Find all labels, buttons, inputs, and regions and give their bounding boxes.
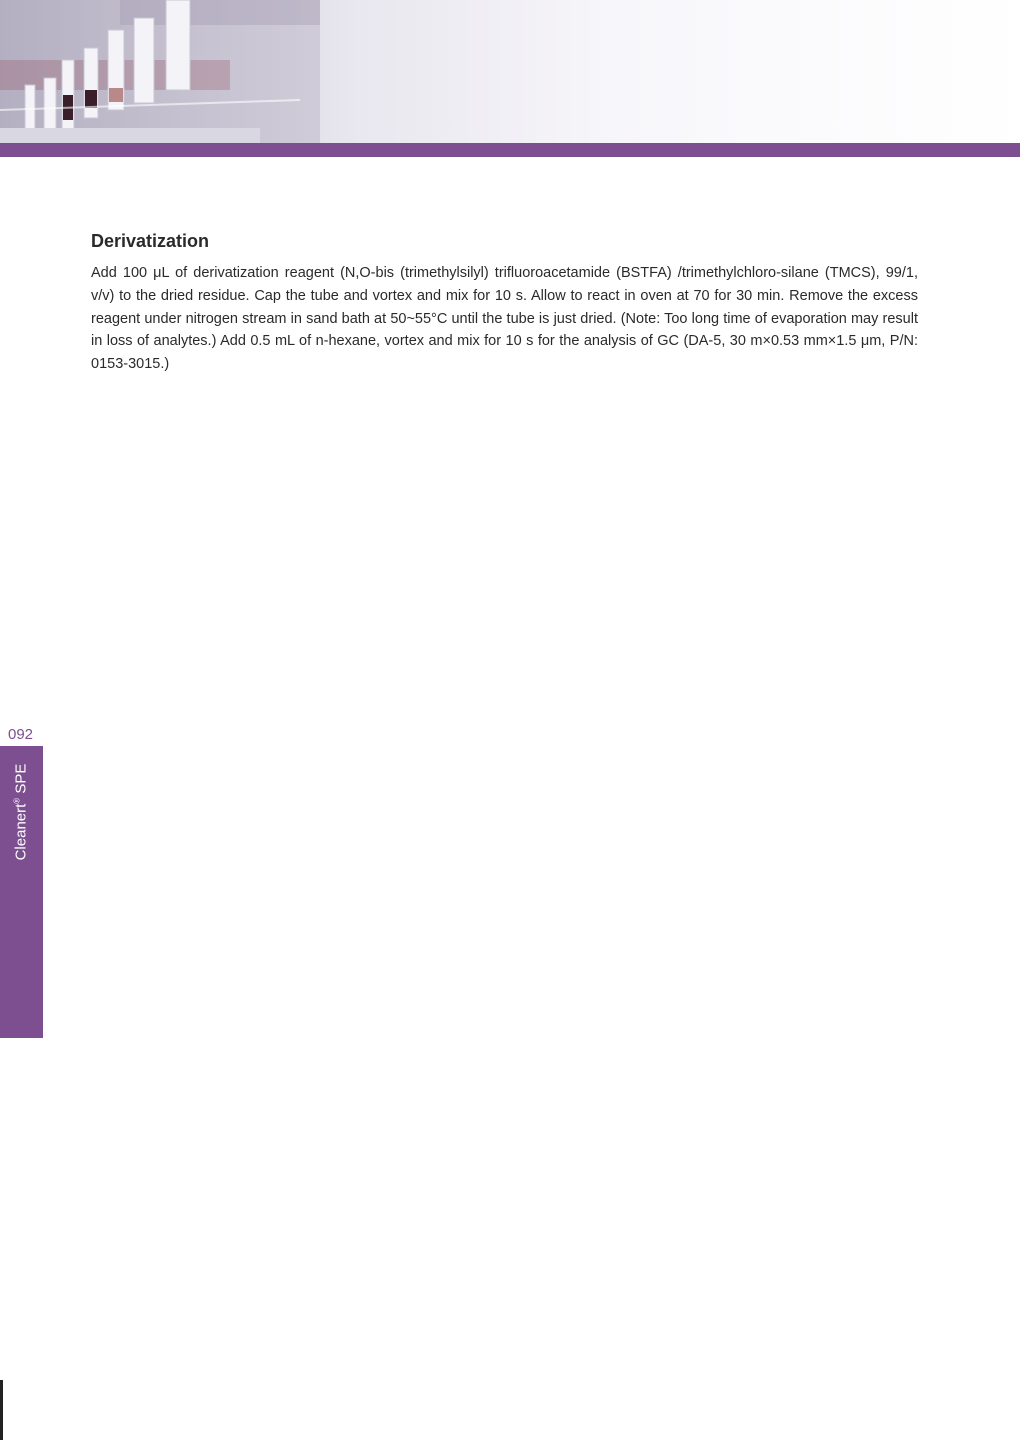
brand-name: Cleanert (12, 803, 30, 861)
product-name: SPE (12, 763, 30, 798)
page-number: 092 (8, 726, 34, 743)
header-image (0, 0, 1024, 143)
lab-spe-cartridges-icon (0, 0, 1024, 143)
registered-mark: ® (12, 797, 22, 804)
section-heading: Derivatization (91, 231, 210, 251)
header-accent-band (0, 143, 1020, 157)
side-tab-label (13, 764, 30, 861)
scan-edge-mark (0, 1380, 3, 1440)
section-body-text: Add 100 μL of derivatization reagent (N,O-bis (trimethylsilyl) trifluoroacetamide (BSTFA) /trimethylchloro-silane (TMCS), 99/1, v/v) to the dried residue. Cap the tube and vortex and mix for 10 s. Allow to react in oven at 70 for 30 min. Remove the excess reagent under nitrogen stream in sand bath at 50~55°C until the tube is just dried. (Note: Too long time of evaporation may result in loss of analytes.) Add 0.5 mL of n-hexane, vortex and mix for 10 s for the analysis of GC (DA-5, 30 m×0.53 mm×1.5 μm, P/N: 0153-3015.) (91, 265, 918, 373)
